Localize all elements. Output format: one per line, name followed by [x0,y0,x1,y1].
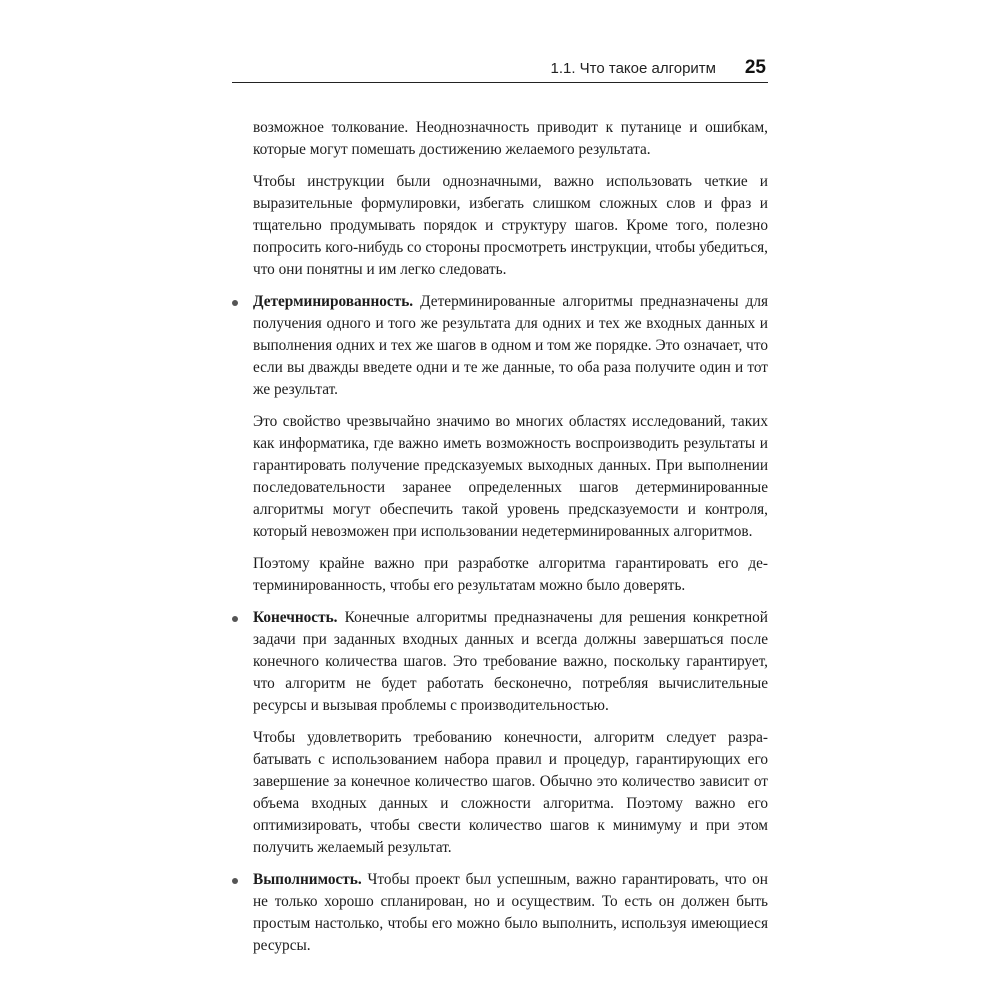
bullet-determinism-text: Детерминированные алгоритмы предназначены для получения одного и того же результата для одних и тех же входных данных и выполнения одних и тех же шагов в одном и том же порядке. Это означает, что если вы дважды введете одни и те же данные, то оба раза получите один и тот же результат. [253,293,768,398]
bullet-dot-icon [232,616,238,622]
term-feasibility: Выполнимость. [253,871,362,888]
bullet-dot-icon [232,300,238,306]
running-title: 1.1. Что такое алгоритм [550,60,716,77]
term-determinism: Детерминированность. [253,293,414,310]
term-finiteness: Конечность. [253,609,338,626]
paragraph-unambiguous-instructions: Чтобы инструкции были однозначными, важно использовать четкие и выразительные формулировки, избегать слишком сложных слов и фраз и тщательно продумывать порядок и структуру шагов. Кроме того, полезно попросить кого-нибудь со стороны просмотреть инструкции, чтобы убедиться, что они понятны и им легко следовать. [253,173,768,278]
bullet-finiteness-text: Конечные алгоритмы предназначены для решения конкретной задачи при заданных входных данных и всегда должны завершаться после конечного количества шагов. Это требование важно, поскольку гарантирует, что алгоритм не будет работать бесконечно, потребляя вычислительные ресурсы и вызывая проблемы с производительностью. [253,609,768,714]
page-header [232,58,768,83]
paragraph-ambiguity-continued: возможное толкование. Неоднозначность приводит к путанице и ошибкам, которые могут помешать достижению желаемого результата. [253,119,768,158]
paragraph-finiteness-requirement: Чтобы удовлетворить требованию конечности, алгоритм следует разрабатывать с использованием набора правил и процедур, гарантирующих его завершение за конечное количество шагов. Обычно это количество зависит от объема входных данных и сложности алгоритма. Поэтому важно его оптимизировать, чтобы свести количество шагов к минимуму и при этом получить желаемый результат. [253,729,768,856]
page-body [253,117,768,967]
paragraph-determinism-conclusion: Поэтому крайне важно при разработке алгоритма гарантировать его детерминированность, чтобы его результатам можно было доверять. [253,555,768,594]
bullet-dot-icon [232,878,238,884]
page-number: 25 [744,57,766,78]
bullet-determinism [253,291,768,401]
bullet-feasibility [253,869,768,957]
paragraph-determinism-importance: Это свойство чрезвычайно значимо во многих областях исследований, таких как информатика, где важно иметь возможность воспроизводить результаты и гарантировать получение предсказуемых выходных данных. При выполнении последовательности заранее определенных шагов детерминированные алгоритмы могут обеспечить такой уровень предсказуемости и контроля, который невозможен при использовании недетерминированных алгоритмов. [253,413,768,540]
bullet-feasibility-text: Чтобы проект был успешным, важно гарантировать, что он не только хорошо спланирован, но и осуществим. То есть он должен быть простым настолько, чтобы его можно было выполнить, используя имеющиеся ресурсы. [253,871,768,954]
bullet-finiteness [253,607,768,717]
